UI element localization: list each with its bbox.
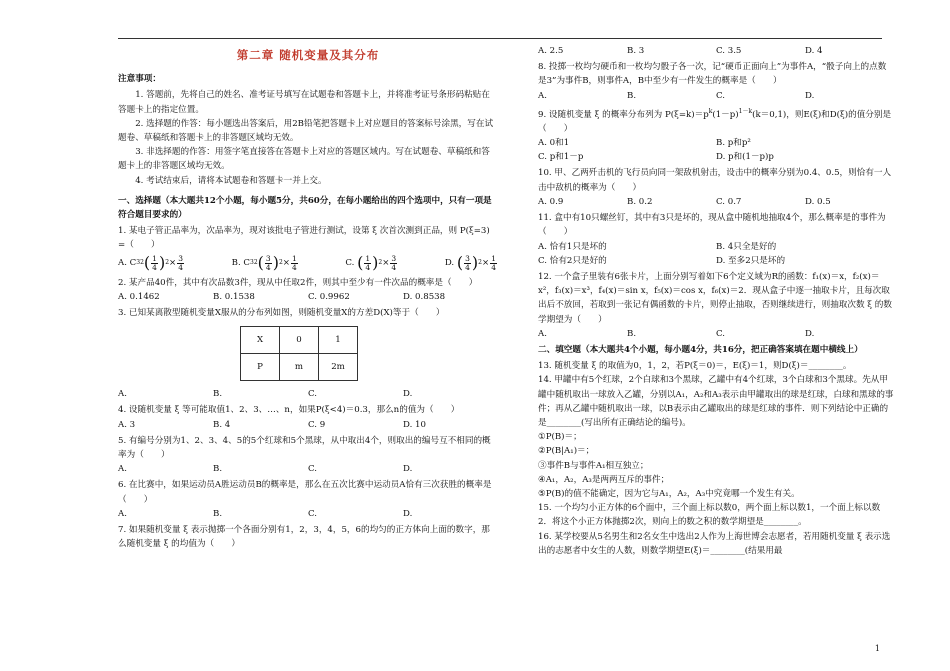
q7-option-b: B. 3 xyxy=(627,46,645,56)
q14-statement: ③事件B与事件A₁相互独立； xyxy=(538,460,649,471)
q6-option-c: C. xyxy=(308,508,318,519)
left-column xyxy=(118,44,498,550)
question-10: 10. 甲、乙两歼击机的飞行员向同一架敌机射击，设击中的概率分别为0.4、0.5，则恰有一人击中敌机的概率为（ ） xyxy=(538,168,892,193)
q1-option-b: B. C 3 2 ( $\frac{3}{4}$ ) 2 × $\frac{1}{4}$ xyxy=(231,253,297,273)
q12-option-c: C. xyxy=(716,328,726,339)
question-9-options xyxy=(538,136,894,164)
question-7: 7. 如果随机变量 ξ 表示抛掷一个各面分别有1，2，3，4，5，6的均匀的正方体向上面的数字，那么随机变量 ξ 的均值为（ ） xyxy=(118,525,490,550)
question-9: 9. 设随机变量 ξ 的概率分布列为 $P(\xi=k)=p^k(1-p)^{1-k}(k=0,1)$，则E(ξ)和D(ξ)的值分别是（ ） xyxy=(538,107,892,134)
q3-option-b: B. xyxy=(213,389,223,400)
q11-option-c: C. 恰有2只是好的 xyxy=(538,255,607,266)
top-rule xyxy=(118,38,882,39)
q4-option-c: C. 9 xyxy=(308,419,326,430)
notice-item: 2. 选择题的作答：每小题选出答案后，用2B铅笔把答题卡上对应题目的答案标号涂黑，写在试题卷、草稿纸和答题卡上的非答题区域均无效。 xyxy=(118,118,494,144)
question-13: 13. 随机变量 ξ 的取值为0，1，2，若P(ξ＝0)＝，E(ξ)＝1，则D(ξ)＝________。 xyxy=(538,361,852,372)
q10-option-d: D. 0.5 xyxy=(805,196,831,207)
question-12: 12. 一个盒子里装有6张卡片，上面分别写着如下6个定义域为R的函数：f₁(x)＝x，f₂(x)＝x²，f₃(x)＝x³，f₄(x)＝sin x，f₅(x)＝cos x，f₆(x)＝2．现从盒子中逐一抽取卡片，且每次取出后不放回，若取到一张记有偶函数的卡片，则停止抽取，否则继续进行，则抽取次数 ξ 的数学期望为（ ） xyxy=(538,271,892,325)
question-5: 5. 有编号分别为1、2、3、4、5的5个红球和5个黑球，从中取出4个，则取出的编号互不相同的概率为（ ） xyxy=(118,435,491,461)
question-3-options xyxy=(118,387,498,401)
q14-statement: ⑤P(B)的值不能确定，因为它与A₁，A₂，A₃中究竟哪一个发生有关。 xyxy=(538,488,800,499)
q14-statement: ②P(B|A₁)＝； xyxy=(538,446,595,457)
question-11-options xyxy=(538,240,894,268)
q10-option-b: B. 0.2 xyxy=(627,196,653,207)
q8-option-d: D. xyxy=(805,90,815,101)
q6-option-b: B. xyxy=(213,508,223,519)
question-14: 14. 甲罐中有5个红球，2个白球和3个黑球，乙罐中有4个红球，3个白球和3个黑球。先从甲罐中随机取出一球放入乙罐，分别以A₁，A₂和A₃表示由甲罐取出的球是红球，白球和黑球的事件；再从乙罐中随机取出一球，以B表示由乙罐取出的球是红球的事件．则下列结论中正确的是________(写出所有正确结论的编号)。 xyxy=(538,375,894,428)
table-cell: 1 xyxy=(319,327,358,354)
q8-option-b: B. xyxy=(627,90,637,101)
q11-option-a: A. 恰有1只是坏的 xyxy=(538,241,607,252)
q4-option-b: B. 4 xyxy=(213,419,231,430)
q5-option-c: C. xyxy=(308,464,318,475)
question-16: 16. 某学校要从5名男生和2名女生中选出2人作为上海世博会志愿者，若用随机变量 ξ 表示选出的志愿者中女生的人数，则数学期望E(ξ)＝________(结果用最 xyxy=(538,531,891,556)
question-11: 11. 盒中有10只螺丝钉，其中有3只是坏的，现从盒中随机地抽取4个，那么概率是的事件为（ ） xyxy=(538,213,886,238)
distribution-table xyxy=(240,326,358,381)
q9-option-b: B. p和p² xyxy=(716,138,751,149)
q14-statement: ①P(B)＝； xyxy=(538,432,582,443)
q2-option-b: B. 0.1538 xyxy=(213,291,255,302)
q3-option-c: C. xyxy=(308,389,318,400)
question-10-options xyxy=(538,195,894,209)
notice-heading: 注意事项： xyxy=(118,74,161,85)
q4-option-a: A. 3 xyxy=(118,419,136,430)
question-5-options xyxy=(118,462,498,476)
q3-option-d: D. xyxy=(403,389,413,400)
notice-item: 1. 答题前，先将自己的姓名、准考证号填写在试题卷和答题卡上，并将准考证号条形码粘贴在答题卡上的指定位置。 xyxy=(118,90,490,115)
q9-option-c: C. p和1－p xyxy=(538,152,584,163)
table-cell: 0 xyxy=(280,327,319,354)
q12-option-d: D. xyxy=(805,328,815,339)
q7-option-d: D. 4 xyxy=(805,46,823,56)
table-cell: m xyxy=(280,354,319,381)
question-4: 4. 设随机变量 ξ 等可能取值1、2、3、…、n，如果P(ξ<4)＝0.3，那么n的值为（ ） xyxy=(118,405,460,416)
q2-option-d: D. 0.8538 xyxy=(403,291,446,302)
q7-option-c: C. 3.5 xyxy=(716,46,742,56)
q10-option-c: C. 0.7 xyxy=(716,196,742,207)
q12-option-b: B. xyxy=(627,328,637,339)
q9-option-d: D. p和(1－p)p xyxy=(716,152,774,163)
question-8-options xyxy=(538,89,894,103)
page-title: 第二章 随机变量及其分布 xyxy=(236,48,380,62)
question-1-stem: 1. 某电子管正品率为，次品率为，现对该批电子管进行测试，设第 ξ 次首次测到正品，则 xyxy=(118,226,458,237)
table-cell: X xyxy=(241,327,280,354)
notice-item: 4. 考试结束后，请将本试题卷和答题卡一并上交。 xyxy=(135,175,327,186)
question-1-stem-tail: P(ξ=3) =（ ） xyxy=(118,226,490,251)
q11-option-b: B. 4只全是好的 xyxy=(716,241,777,252)
q5-option-b: B. xyxy=(213,464,223,475)
question-6: 6. 在比赛中，如果运动员A胜运动员B的概率是，那么在五次比赛中运动员A恰有三次获胜的概率是（ ） xyxy=(118,480,492,505)
question-2-options xyxy=(118,290,498,304)
q8-option-a: A. xyxy=(538,90,547,101)
section-choice-heading: 一、选择题（本大题共12个小题，每小题5分，共60分，在每小题给出的四个选项中，只有一项是符合题目要求的） xyxy=(118,195,492,221)
question-3: 3. 已知某离散型随机变量X服从的分布列如图，则随机变量X的方差D(X)等于（ ） xyxy=(118,308,445,319)
page-number: 1 xyxy=(874,644,880,653)
table-row xyxy=(241,327,358,354)
section-fill-heading: 二、填空题（本大题共4个小题，每小题4分，共16分，把正确答案填在题中横线上） xyxy=(538,344,863,355)
q6-option-a: A. xyxy=(118,508,127,519)
q4-option-d: D. 10 xyxy=(403,419,426,430)
question-12-options xyxy=(538,327,894,341)
q1-option-a: A. C 3 2 ( $\frac{1}{4}$ ) 2 × $\frac{3}{4}$ xyxy=(118,253,184,273)
table-row xyxy=(241,354,358,381)
q10-option-a: A. 0.9 xyxy=(538,196,564,207)
question-7-options xyxy=(538,44,894,58)
q14-statement: ④A₁，A₂，A₃是两两互斥的事件； xyxy=(538,474,670,485)
question-1 xyxy=(118,224,498,252)
q2-option-a: A. 0.1462 xyxy=(118,291,160,302)
table-cell: 2m xyxy=(319,354,358,381)
question-2: 2. 某产品40件，其中有次品数3件，现从中任取2件，则其中至少有一件次品的概率是（ ） xyxy=(118,277,478,288)
q6-option-d: D. xyxy=(403,508,413,519)
question-1-options xyxy=(118,255,498,272)
q5-option-d: D. xyxy=(403,464,413,475)
q9-option-a: A. 0和1 xyxy=(538,138,570,149)
q11-option-d: D. 至多2只是坏的 xyxy=(716,255,786,266)
q1-option-d: D. ( $\frac{3}{4}$ ) 2 × $\frac{1}{4}$ xyxy=(444,253,496,273)
q3-option-a: A. xyxy=(118,389,127,400)
q8-option-c: C. xyxy=(716,90,726,101)
question-15: 15. 一个均匀小正方体的6个面中，三个面上标以数0，两个面上标以数1，一个面上标以数2．将这个小正方体抛掷2次，则向上的数之积的数学期望是________。 xyxy=(538,503,881,528)
right-column xyxy=(538,44,894,558)
question-6-options xyxy=(118,507,498,521)
question-4-options xyxy=(118,418,498,432)
q1-option-c: C. ( $\frac{1}{4}$ ) 2 × $\frac{3}{4}$ xyxy=(345,253,397,273)
q7-option-a: A. 2.5 xyxy=(538,46,564,56)
question-8: 8. 投掷一枚均匀硬币和一枚均匀骰子各一次，记“硬币正面向上”为事件A，“骰子向上的点数是3”为事件B，则事件A，B中至少有一件发生的概率是（ ） xyxy=(538,62,887,87)
table-cell: P xyxy=(241,354,280,381)
q12-option-a: A. xyxy=(538,328,547,339)
q2-option-c: C. 0.9962 xyxy=(308,291,350,302)
q5-option-a: A. xyxy=(118,464,127,475)
notice-item: 3. 非选择题的作答：用签字笔直接答在答题卡上对应的答题区域内。写在试题卷、草稿纸和答题卡上的非答题区域均无效。 xyxy=(118,147,490,172)
